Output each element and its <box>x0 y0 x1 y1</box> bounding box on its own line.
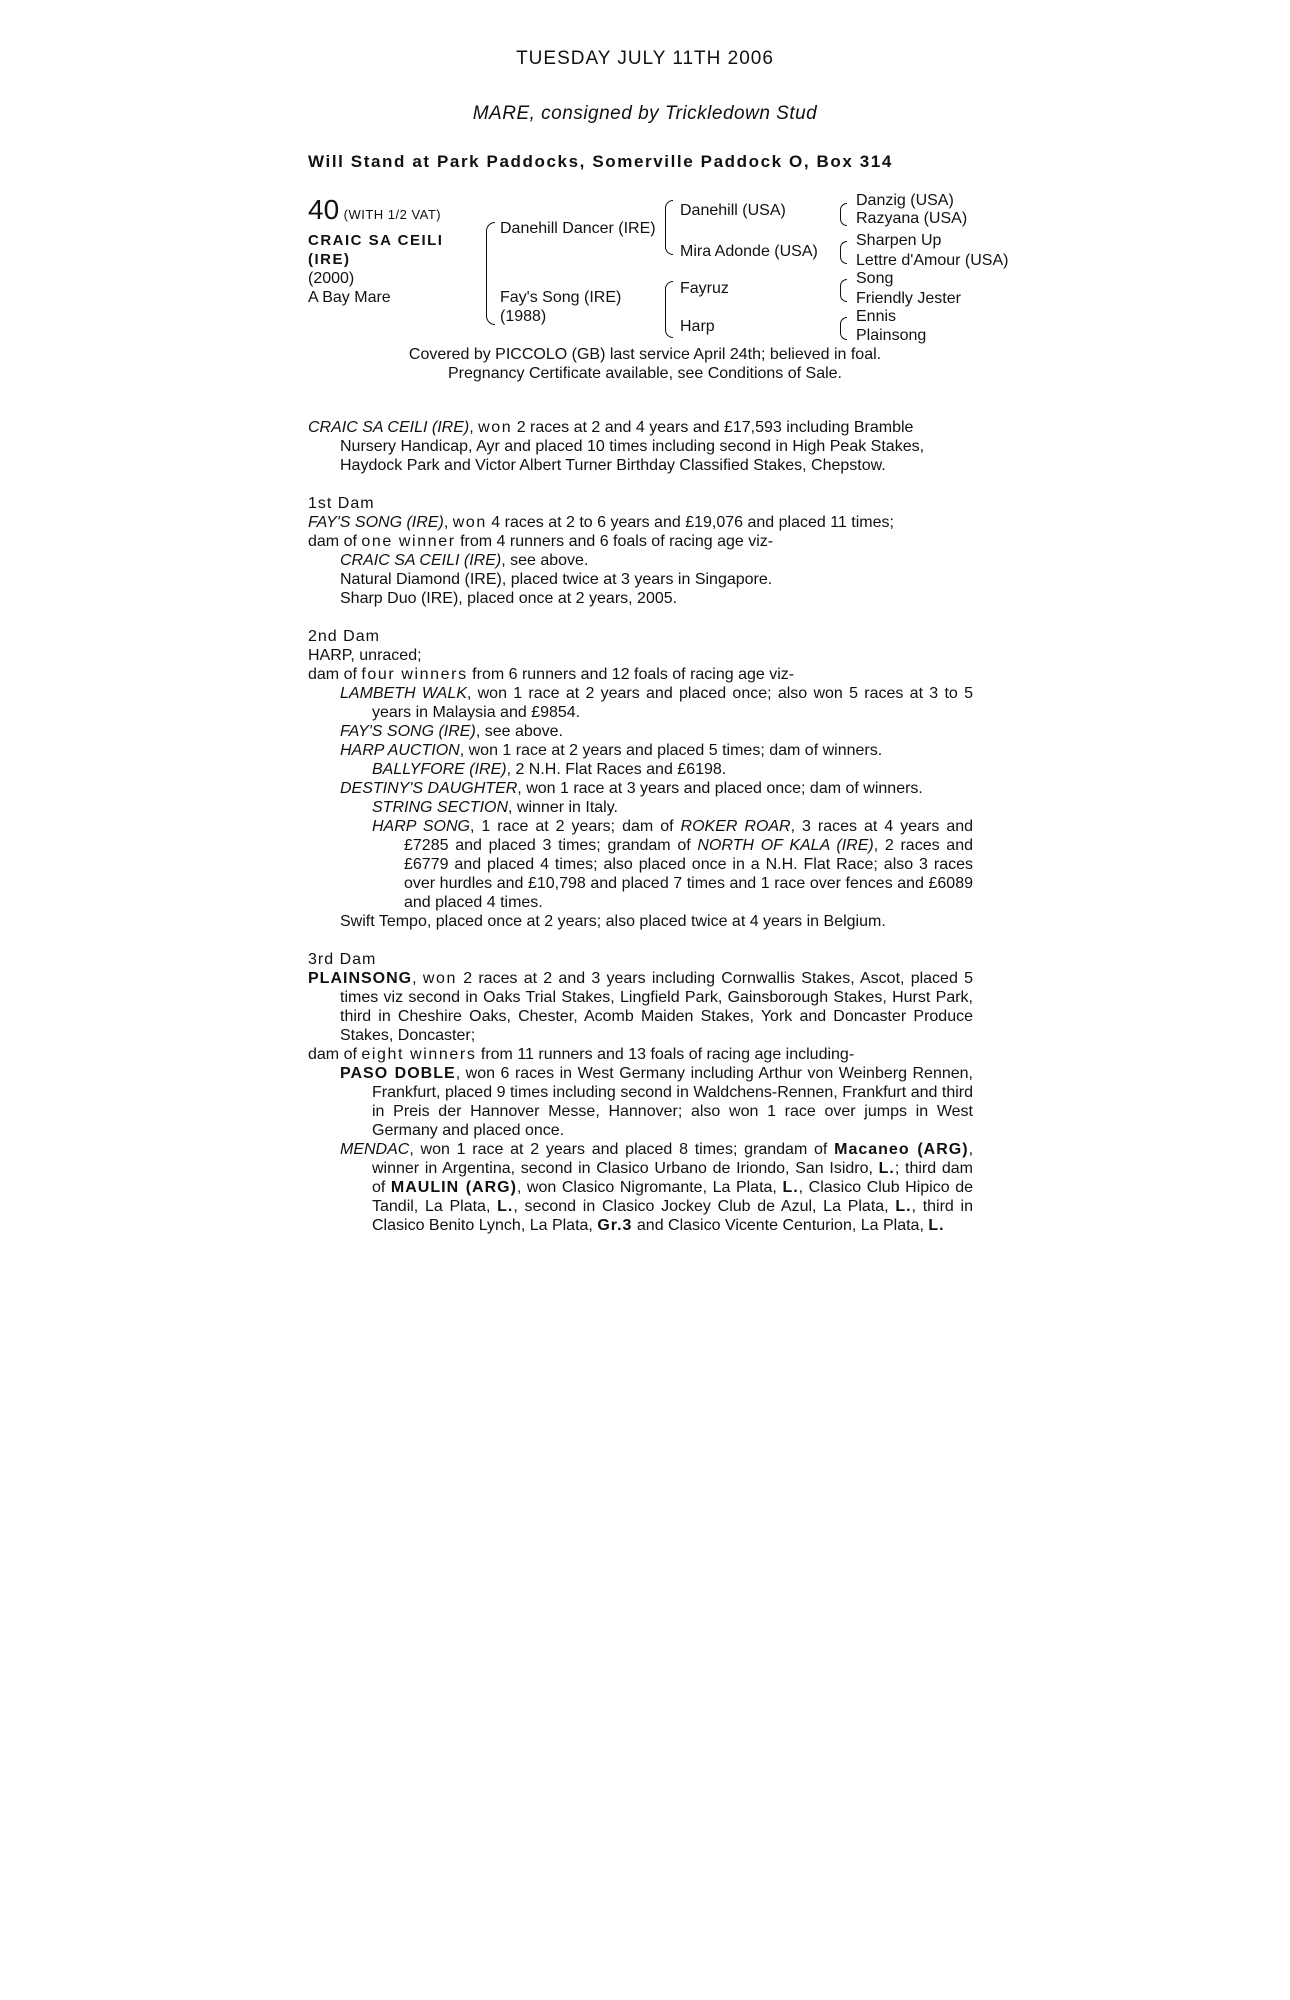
pedigree-bracket <box>840 327 847 340</box>
offspring-item: Swift Tempo, placed once at 2 years; also placed twice at 4 years in Belgium. <box>340 913 886 930</box>
offspring-item: CRAIC SA CEILI (IRE), see above. <box>340 552 589 569</box>
covered-note <box>0 345 1290 383</box>
summary-line: Nursery Handicap, Ayr and placed 10 times including second in High Peak Stakes, <box>340 438 925 455</box>
summary-won: won <box>478 419 513 436</box>
pedigree-sire-sire: Danehill (USA) <box>680 202 786 219</box>
first-dam-name: FAY'S SONG (IRE) <box>308 514 444 531</box>
pedigree-bracket <box>665 232 673 255</box>
offspring-item: HARP AUCTION, won 1 race at 2 years and placed 5 times; dam of winners. <box>340 742 883 759</box>
offspring-item: Natural Diamond (IRE), placed twice at 3 years in Singapore. <box>340 571 773 588</box>
second-dam-produce: dam of four winners from 6 runners and 12 foals of racing age viz- <box>308 666 795 683</box>
horse-country: (IRE) <box>308 251 351 268</box>
pedigree-dsd: Friendly Jester <box>856 290 961 307</box>
lot-heading <box>308 194 441 226</box>
stand-location: Will Stand at Park Paddocks, Somerville Paddock O, Box 314 <box>308 152 893 171</box>
offspring-item: Sharp Duo (IRE), placed once at 2 years, 2005. <box>340 590 678 607</box>
covered-line: Covered by PICCOLO (GB) last service April 24th; believed in foal. <box>408 346 882 363</box>
pedigree-bracket <box>840 213 847 226</box>
summary-name: CRAIC SA CEILI (IRE) <box>308 419 470 436</box>
pedigree-sss: Danzig (USA) <box>856 192 954 209</box>
lot-number: 40 <box>308 194 340 225</box>
pedigree-dds: Ennis <box>856 308 897 325</box>
third-dam-produce: dam of eight winners from 11 runners and 13 foals of racing age including- <box>308 1046 855 1063</box>
race-summary <box>308 418 973 1235</box>
third-dam-winners: eight winners <box>361 1046 477 1063</box>
pedigree-bracket <box>665 281 673 310</box>
sale-date: TUESDAY JULY 11TH 2006 <box>516 48 774 69</box>
pedigree-sire: Danehill Dancer (IRE) <box>500 220 656 237</box>
horse-description: A Bay Mare <box>308 289 391 306</box>
second-dam-record: HARP, unraced; <box>308 647 422 664</box>
pedigree-dam-sire: Fayruz <box>680 280 729 297</box>
summary-line: CRAIC SA CEILI (IRE), won 2 races at 2 and 4 years and £17,593 including Bramble <box>308 419 914 436</box>
pedigree-sdd: Lettre d'Amour (USA) <box>856 252 1009 269</box>
third-dam-heading: 3rd Dam <box>308 951 377 968</box>
first-dam-produce: dam of one winner from 4 runners and 6 foals of racing age viz- <box>308 533 774 550</box>
pedigree-dss: Song <box>856 270 894 287</box>
consignment-line: MARE, consigned by Trickledown Stud <box>472 103 818 124</box>
lot-vat: (WITH 1/2 VAT) <box>343 207 442 222</box>
offspring-item: STRING SECTION, winner in Italy. <box>372 799 618 816</box>
pedigree-dam-year: (1988) <box>500 308 547 325</box>
pedigree-bracket <box>486 222 495 279</box>
pedigree-bracket <box>665 200 673 233</box>
pedigree-bracket <box>840 289 847 302</box>
offspring-item: PASO DOBLE, won 6 races in West Germany including Arthur von Weinberg Rennen, Frankfurt, placed 9 times including second in Waldchens-Rennen, Frankfurt and third in Preis der Hannover Messe, Hannover; also won 1 race over jumps in West Germany and placed once. <box>340 1065 973 1139</box>
third-dam-name: PLAINSONG <box>308 970 413 987</box>
second-dam-winners: four winners <box>361 666 468 683</box>
offspring-item: DESTINY'S DAUGHTER, won 1 race at 3 years and placed once; dam of winners. <box>340 780 923 797</box>
third-dam-record: PLAINSONG, won 2 races at 2 and 3 years including Cornwallis Stakes, Ascot, placed 5 times viz second in Oaks Trial Stakes, Lingfield Park, Gainsborough Stakes, Hurst Park, third in Cheshire Oaks, Chester, Acomb Maiden Stakes, York and Doncaster Produce Stakes, Doncaster; <box>308 970 973 1044</box>
pedigree-bracket <box>665 309 673 338</box>
horse-year: (2000) <box>308 270 355 287</box>
first-dam-heading: 1st Dam <box>308 495 375 512</box>
first-dam-record: FAY'S SONG (IRE), won 4 races at 2 to 6 years and £19,076 and placed 11 times; <box>308 514 894 531</box>
summary-line: Haydock Park and Victor Albert Turner Birthday Classified Stakes, Chepstow. <box>340 457 886 474</box>
summary-text: 2 races at 2 and 4 years and £17,593 including Bramble <box>512 419 914 436</box>
offspring-item: FAY'S SONG (IRE), see above. <box>340 723 563 740</box>
offspring-item: LAMBETH WALK, won 1 race at 2 years and placed once; also won 5 races at 3 to 5 years in Malaysia and £9854. <box>340 685 973 721</box>
pedigree-dam: Fay's Song (IRE) <box>500 289 622 306</box>
pregnancy-line: Pregnancy Certificate available, see Conditions of Sale. <box>448 365 842 382</box>
second-dam-heading: 2nd Dam <box>308 628 380 645</box>
first-dam-text: 4 races at 2 to 6 years and £19,076 and placed 11 times; <box>486 514 894 531</box>
first-dam-won: won <box>452 514 487 531</box>
first-dam-winners: one winner <box>361 533 456 550</box>
pedigree-bracket <box>486 278 495 325</box>
pedigree-ddd: Plainsong <box>856 327 927 344</box>
offspring-item: MENDAC, won 1 race at 2 years and placed 8 times; grandam of Macaneo (ARG), winner in Argentina, second in Clasico Urbano de Iriondo, San Isidro, L.; third dam of MAULIN (ARG), won Clasico Nigromante, La Plata, L., Clasico Club Hipico de Tandil, La Plata, L., second in Clasico Jockey Club de Azul, La Plata, L., third in Clasico Benito Lynch, La Plata, Gr.3 and Clasico Vicente Centurion, La Plata, L. <box>340 1141 974 1234</box>
pedigree-ssd: Razyana (USA) <box>856 210 968 227</box>
pedigree-dam-dam: Harp <box>680 318 715 335</box>
offspring-item: HARP SONG, 1 race at 2 years; dam of ROKER ROAR, 3 races at 4 years and £7285 and placed 3 times; grandam of NORTH OF KALA (IRE), 2 races and £6779 and placed 4 times; also placed once in a N.H. Flat Race; also 3 races over hurdles and £10,798 and placed 7 times and 1 race over fences and £6089 and placed 4 times. <box>372 818 974 911</box>
pedigree-sire-dam: Mira Adonde (USA) <box>680 243 818 260</box>
pedigree-bracket <box>840 251 847 264</box>
offspring-item: BALLYFORE (IRE), 2 N.H. Flat Races and £6198. <box>372 761 727 778</box>
pedigree-sds: Sharpen Up <box>856 232 942 249</box>
horse-name: CRAIC SA CEILI <box>308 232 444 249</box>
